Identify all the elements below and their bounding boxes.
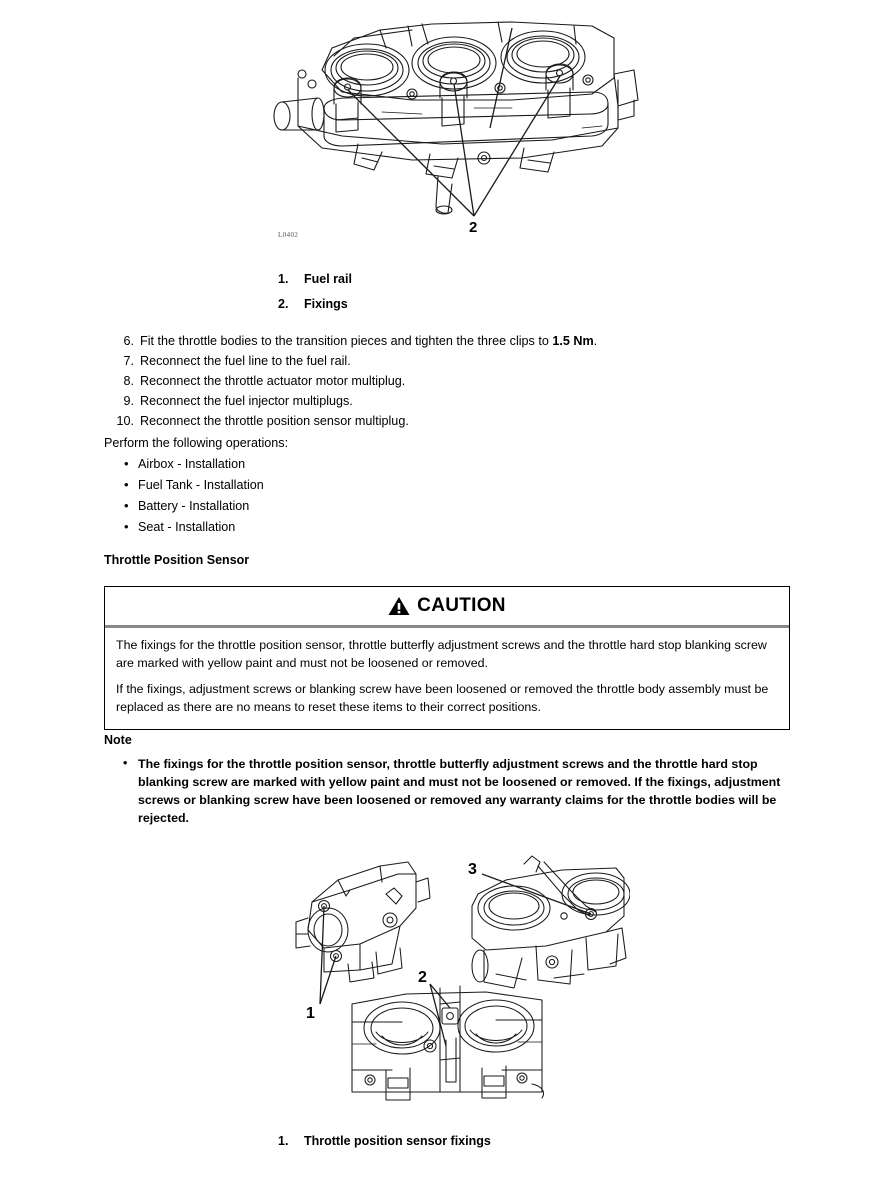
figure-throttle-position-sensor	[290, 852, 630, 1107]
section-heading-note: Note	[104, 733, 132, 747]
operation-item: • Seat - Installation	[120, 517, 264, 538]
caption-text: Fixings	[304, 296, 348, 311]
operations-list	[120, 454, 264, 539]
procedure-step	[104, 372, 804, 392]
procedure-step	[104, 412, 804, 432]
figure-callout-2: 2	[469, 219, 478, 236]
caution-body	[105, 628, 789, 729]
caution-paragraph: The fixings for the throttle position sensor, throttle butterfly adjustment screws and the throttle hard stop blanking screw are marked with yellow paint and must not be loosened or removed.	[116, 638, 767, 670]
figure-callout-2: 2	[418, 969, 427, 986]
step-text: Reconnect the fuel injector multiplugs.	[140, 393, 353, 408]
procedure-step	[104, 392, 804, 412]
caption-number: 1.	[278, 272, 289, 286]
warning-triangle-icon	[388, 596, 410, 616]
figure-callout-1: 1	[306, 1005, 315, 1022]
figure-callout-3: 3	[468, 861, 477, 878]
caption-text: Throttle position sensor fixings	[304, 1134, 491, 1148]
perform-operations-label: Perform the following operations:	[104, 436, 289, 450]
step-text-tail: .	[593, 334, 598, 348]
step-text-lead: Fit the throttle bodies to the transition pieces and tighten the three clips to	[140, 334, 553, 348]
figure-fuel-rail-assembly	[262, 8, 642, 238]
procedure-step-list	[104, 332, 804, 431]
caution-header	[105, 587, 789, 628]
caution-paragraph: If the fixings, adjustment screws or blanking screw have been loosened or removed the throttle body assembly must be replaced as there are no means to reset these items to their correct positions.	[116, 681, 769, 714]
note-bullet-item: • The fixings for the throttle position sensor, throttle butterfly adjustment screws and the throttle hard stop blanking screw are marked with yellow paint and must not be loosened or removed. If the fixings, adjustment screws or blanking screw have been loosened or removed any warranty claims for the throttle bodies will be rejected.	[120, 756, 798, 828]
figure-caption-list-bottom	[278, 1134, 491, 1159]
step-text	[140, 332, 804, 352]
caption-item	[278, 272, 352, 288]
operation-item: • Fuel Tank - Installation	[120, 475, 264, 496]
step-number: 7.	[123, 353, 134, 368]
caption-item	[278, 1134, 491, 1150]
step-number: 6.	[123, 334, 134, 348]
step-text-torque: 1.5 Nm	[552, 334, 594, 348]
procedure-step	[104, 352, 804, 372]
step-text: Reconnect the fuel line to the fuel rail.	[140, 353, 351, 368]
section-heading-throttle-position-sensor: Throttle Position Sensor	[104, 553, 250, 567]
figure-code-top: L0402	[278, 231, 299, 239]
figure-caption-list-top	[278, 272, 352, 321]
step-text: Reconnect the throttle position sensor multiplug.	[140, 413, 409, 428]
procedure-step	[104, 332, 804, 352]
note-bullet-list	[120, 756, 798, 828]
operation-item: • Airbox - Installation	[120, 454, 264, 475]
caption-number: 1.	[278, 1134, 289, 1148]
step-number: 9.	[123, 393, 134, 408]
caption-item	[278, 297, 352, 313]
caption-number: 2.	[278, 296, 289, 311]
caption-text: Fuel rail	[304, 272, 352, 286]
step-text: Reconnect the throttle actuator motor multiplug.	[140, 373, 406, 388]
step-number: 10.	[116, 413, 134, 428]
caution-title: CAUTION	[417, 595, 506, 616]
operation-item: • Battery - Installation	[120, 496, 264, 517]
caution-box	[104, 586, 790, 730]
step-number: 8.	[123, 373, 134, 388]
